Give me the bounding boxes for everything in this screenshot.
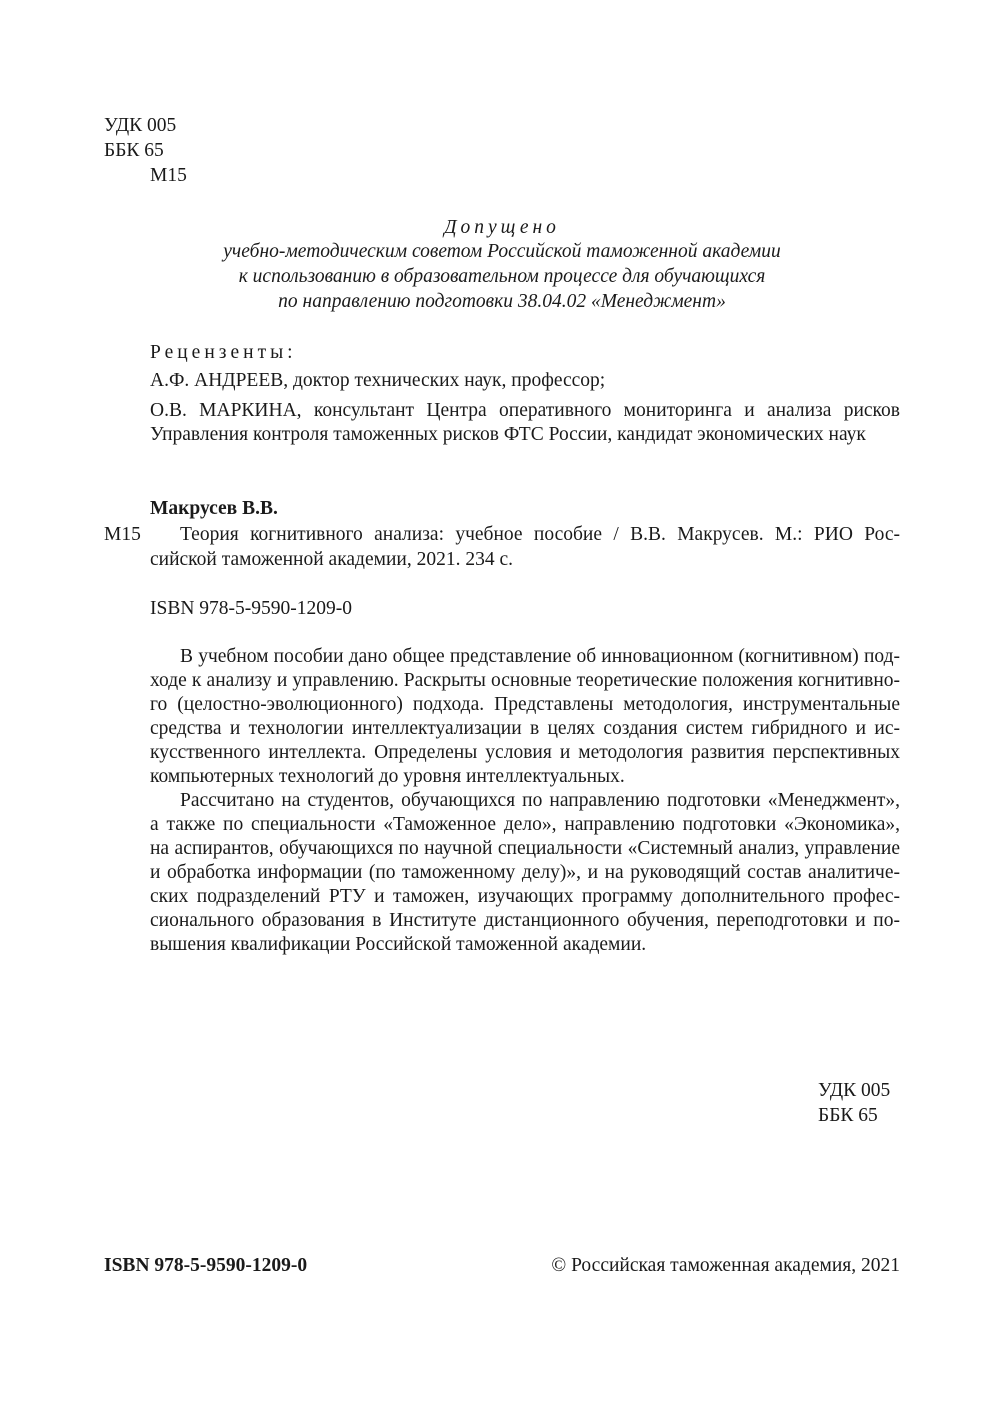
reviewer-item: О.В. МАРКИНА, консультант Центра оперативного мониторинга и анализа рисков <box>150 400 900 421</box>
approval-line: учебно-методическим советом Российской таможенной академии <box>223 241 781 262</box>
udk-code: УДК 005 <box>104 115 177 136</box>
bibliography-mark: М15 <box>104 524 141 545</box>
reviewer-item: А.Ф. АНДРЕЕВ, доктор технических наук, профессор; <box>150 370 606 391</box>
approval-line: по направлению подготовки 38.04.02 «Менеджмент» <box>278 291 726 312</box>
annotation-line: ских подразделений РТУ и таможен, изучающих программу дополнительного профес- <box>150 886 900 907</box>
annotation-line: компьютерных технологий до уровня интеллектуальных. <box>150 766 625 787</box>
annotation-line: вышения квалификации Российской таможенной академии. <box>150 934 647 955</box>
annotation-line: а также по специальности «Таможенное дело», направлению подготовки «Экономика», <box>150 814 900 835</box>
isbn-line: ISBN 978-5-9590-1209-0 <box>150 598 353 619</box>
reviewer-item-continuation: Управления контроля таможенных рисков ФТС России, кандидат экономических наук <box>150 424 866 445</box>
annotation-line: сионального образования в Институте дистанционного обучения, переподготовки и по- <box>150 910 900 931</box>
bottom-bbk-code: ББК 65 <box>818 1105 878 1126</box>
annotation-line: ходе к анализу и управлению. Раскрыты основные теоретические положения когнитивно- <box>150 670 900 691</box>
footer-isbn: ISBN 978-5-9590-1209-0 <box>104 1255 308 1276</box>
annotation-line: средства и технологии интеллектуализации в целях создания систем гибридного и ис- <box>150 718 900 739</box>
annotation-line: на аспирантов, обучающихся по научной специальности «Системный анализ, управление <box>150 838 900 859</box>
approval-heading: Допущено <box>444 217 560 238</box>
bibliography-line: Теория когнитивного анализа: учебное пособие / В.В. Макрусев. М.: РИО Рос- <box>180 524 900 545</box>
bbk-code: ББК 65 <box>104 140 164 161</box>
annotation-line: В учебном пособии дано общее представление об инновационном (когнитивном) под- <box>180 646 900 667</box>
author-name: Макрусев В.В. <box>150 498 278 519</box>
annotation-line: Рассчитано на студентов, обучающихся по направлению подготовки «Менеджмент», <box>180 790 900 811</box>
approval-line: к использованию в образовательном процессе для обучающихся <box>238 266 766 287</box>
annotation-line: и обработка информации (по таможенному делу)», и на руководящий состав аналитиче- <box>150 862 900 883</box>
footer-copyright: © Российская таможенная академия, 2021 <box>551 1255 900 1276</box>
bibliography-line: сийской таможенной академии, 2021. 234 с. <box>150 549 513 570</box>
bottom-udk-code: УДК 005 <box>818 1080 891 1101</box>
annotation-line: го (целостно-эволюционного) подхода. Представлены методология, инструментальные <box>150 694 900 715</box>
reviewers-heading: Рецензенты: <box>150 342 297 363</box>
author-mark: М15 <box>150 165 187 186</box>
annotation-line: кусственного интеллекта. Определены условия и методология развития перспективных <box>150 742 900 763</box>
